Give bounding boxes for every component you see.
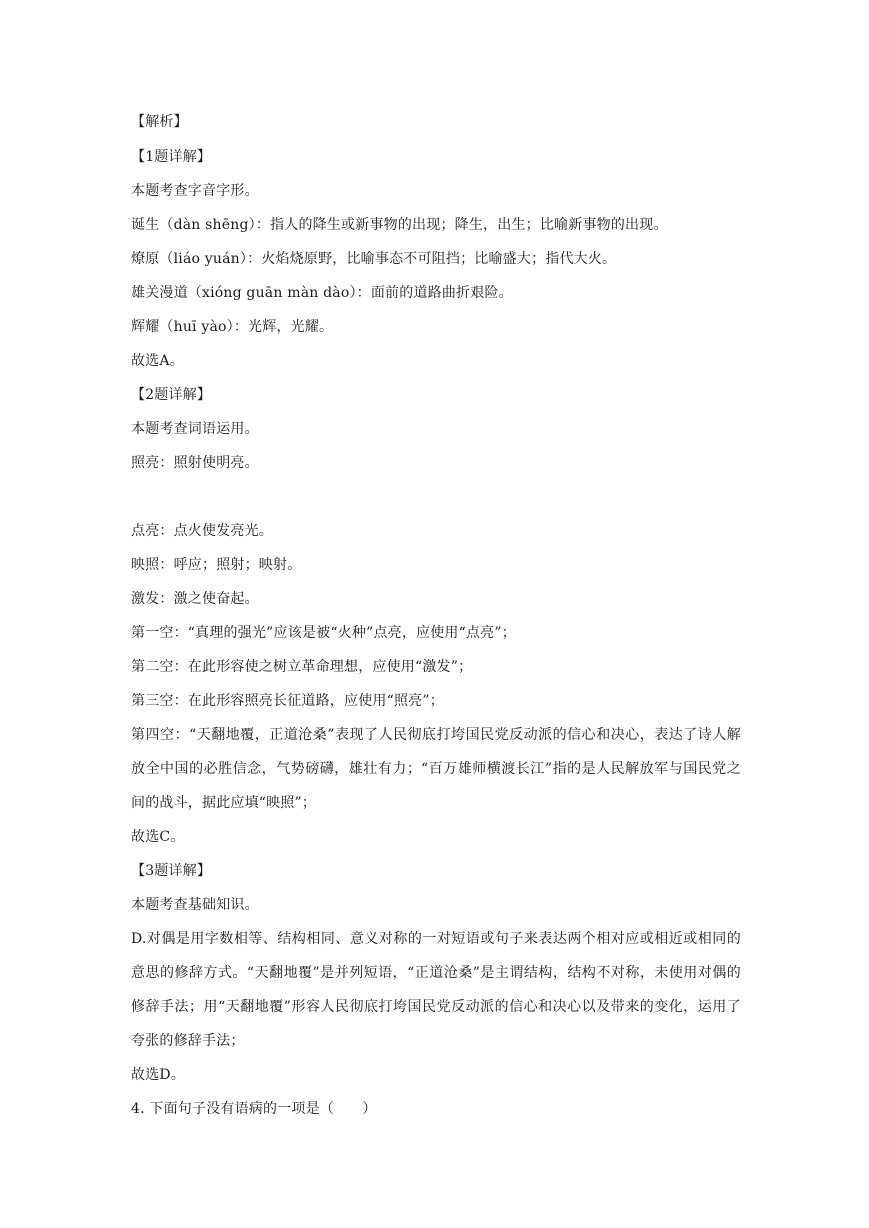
- q3-topic: 本题考查基础知识。: [131, 897, 259, 913]
- q1-item-huiyao: 辉耀（huī yào）：光辉，光耀。: [131, 319, 334, 335]
- q1-item-xiongguan: 雄关漫道（xióng guān màn dào）：面前的道路曲折艰险。: [131, 285, 513, 301]
- q3-heading: 【3题详解】: [131, 863, 212, 879]
- q3-explanation: D.对偶是用字数相等、结构相同、意义对称的一对短语或句子来表达两个相对应或相近或相同的意思的修辞方式。“天翻地覆”是并列短语，“正道沧桑”是主谓结构，结构不对称，未使用对偶的修辞手法；用“天翻地覆”形容人民彻底打垮国民党反动派的信心和决心以及带来的变化，运用了夸张的修辞手法；: [131, 931, 741, 1049]
- q2-blank-2: 第二空：在此形容使之树立革命理想，应使用“激发”；: [131, 659, 473, 675]
- q1-answer: 故选A。: [131, 353, 184, 369]
- q2-item-yingzhao: 映照：呼应；照射；映射。: [131, 557, 302, 573]
- q4-question: 4. 下面句子没有语病的一项是（ ）: [131, 1101, 377, 1117]
- q2-blank-4: 第四空：“天翻地覆，正道沧桑”表现了人民彻底打垮国民党反动派的信心和决心，表达了诗人解放全中国的必胜信念，气势磅礴，雄壮有力；“百万雄师横渡长江”指的是人民解放军与国民党之间的战斗，据此应填“映照”；: [131, 727, 741, 811]
- q1-heading: 【1题详解】: [131, 149, 212, 165]
- q1-item-dansheng: 诞生（dàn shēng）：指人的降生或新事物的出现；降生，出生；比喻新事物的出现。: [131, 217, 668, 233]
- q1-topic: 本题考查字音字形。: [131, 183, 259, 199]
- analysis-heading: 【解析】: [131, 114, 188, 130]
- q2-topic: 本题考查词语运用。: [131, 421, 259, 437]
- q2-blank-1: 第一空：“真理的强光”应该是被“火种”点亮，应使用“点亮”；: [131, 625, 516, 641]
- q2-blank-3: 第三空：在此形容照亮长征道路，应使用“照亮”；: [131, 693, 444, 709]
- q3-answer: 故选D。: [131, 1067, 186, 1083]
- q2-item-zhaoliang: 照亮：照射使明亮。: [131, 455, 259, 471]
- q2-heading: 【2题详解】: [131, 387, 212, 403]
- q2-answer: 故选C。: [131, 829, 185, 845]
- q2-item-dianliang: 点亮：点火使发亮光。: [131, 523, 273, 539]
- q2-item-jifa: 激发：激之使奋起。: [131, 591, 259, 607]
- q1-item-liaoyuan: 燎原（liáo yuán）：火焰烧原野，比喻事态不可阻挡；比喻盛大；指代大火。: [131, 251, 617, 267]
